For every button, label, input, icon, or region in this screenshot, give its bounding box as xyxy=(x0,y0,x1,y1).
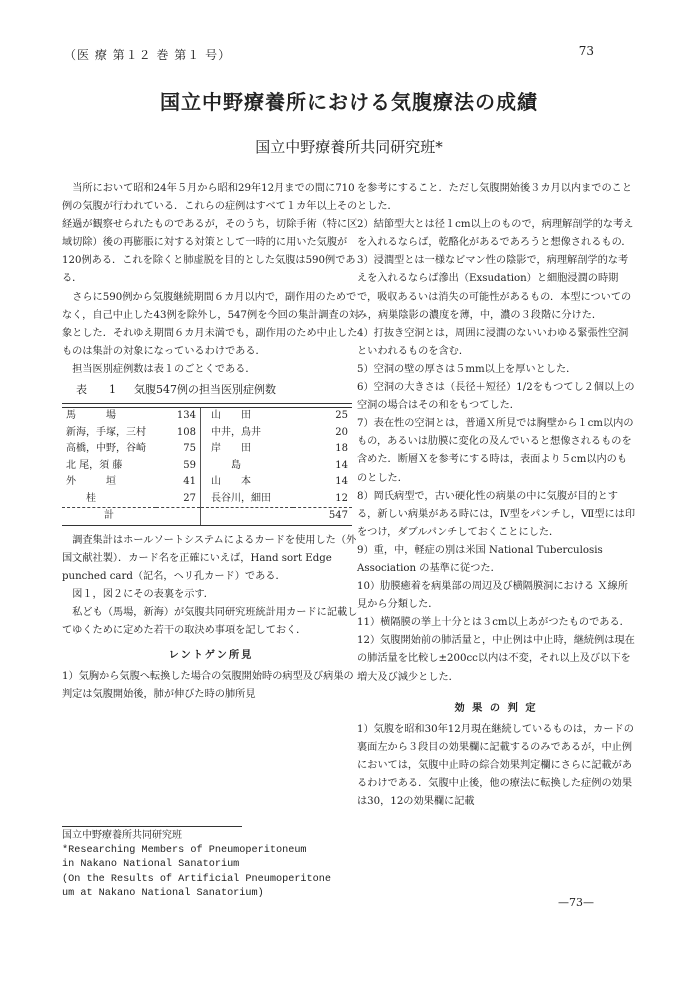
table-cell: 108 xyxy=(156,425,201,442)
table-cell: 18 xyxy=(335,443,348,455)
list-item: 11）横隔膜の挙上十分とは３cm以上あがつたものである． xyxy=(357,617,630,629)
table-cell: 岸 田 xyxy=(211,443,251,455)
table-cell: 134 xyxy=(156,408,201,425)
table-cell: 島 xyxy=(211,459,241,471)
table-cell: 外 垣 xyxy=(66,476,116,488)
list-item: 3）浸潤型とは一様なビマン性の陰影で，病理解剖学的な考えを入れるならば滲出（Exsudation）と細胞浸潤の時期で，吸収あるいは消失の可能性があるもの．本型についてのみ，病巣陰影の濃度を薄，中，濃の３段階に分けた． xyxy=(357,255,632,321)
table-caption-text: 気腹547例の担当医別症例数 xyxy=(134,383,276,397)
table-cell: 高橋，中野，谷崎 xyxy=(66,443,146,455)
table-row xyxy=(62,474,352,491)
table-total-value: 547 xyxy=(293,508,352,526)
footnote-jp: 国立中野療養所共同研究班 xyxy=(62,830,182,841)
table-cell: 馬 場 xyxy=(66,410,116,422)
footnote-en-line: um at Nakano National Sanatorium) xyxy=(62,888,264,900)
list-item: 12）気腹開始前の肺活量と，中止例は中止時，継続例は現在の肺活量を比較し±200cc以内は不変，それ以上及び以下を増大及び減少とした． xyxy=(357,635,635,683)
body-paragraph: 1）気胸から気腹へ転換した場合の気腹開始時の病型及び病巣の判定は気腹開始後，肺が伸びた時の肺所見 xyxy=(62,671,354,701)
table-cell: 山 田 xyxy=(211,410,251,422)
table-caption xyxy=(76,381,360,399)
table-cell: 12 xyxy=(335,492,348,504)
table-cell: 中井，鳥井 xyxy=(211,426,261,438)
footnote-en-line: in Nakano National Sanatorium xyxy=(62,859,240,871)
right-column xyxy=(357,180,635,811)
table-cell: 25 xyxy=(335,410,348,422)
table-cell: 山 本 xyxy=(211,476,251,488)
table-total-label: 計 xyxy=(62,508,156,526)
table-cell: 59 xyxy=(156,458,201,475)
page-number: 73 xyxy=(578,44,594,58)
list-item: 8）岡氏病型で，古い硬化性の病巣の中に気腹が目的とする，新しい病巣がある時には，Ⅳ型をパンチし，Ⅶ型には印をつけ，ダブルパンチしておくことにした． xyxy=(357,490,636,538)
list-item: 10）肋膜癒着を病巣部の周辺及び横隔膜洞における Ｘ線所見から分類した． xyxy=(357,581,628,611)
left-column xyxy=(62,180,360,704)
section-heading: 効 果 の 判 定 xyxy=(454,701,538,714)
table-total-row xyxy=(62,508,352,526)
table-cell: 41 xyxy=(156,474,201,491)
footnote xyxy=(62,826,362,902)
table-row xyxy=(62,441,352,458)
body-paragraph: 私ども（馬場，新海）が気腹共同研究班統計用カードに記載してゆくために定めた若干の取決め事項を記しておく． xyxy=(62,607,358,637)
table-cell: 長谷川，細田 xyxy=(211,492,271,504)
body-paragraph: 担当医別症例数は表１のごとくである． xyxy=(72,363,256,375)
body-paragraph: さらに590例から気腹継続期間６カ月以内で，副作用のためでなく，自己中止した43例を除外し，547例を今回の集計調査の対象とした．それゆえ期間６カ月未満でも，副作用のため中止したものは集計の対象になっているわけである． xyxy=(62,291,360,357)
table-cell: 14 xyxy=(335,459,348,471)
table-label: 表 1 xyxy=(76,383,116,397)
footnote-en-line: *Researching Members of Pneumoperitoneum xyxy=(62,844,307,856)
table-cell: 北 尾，須 藤 xyxy=(66,459,123,471)
table-cell: 桂 xyxy=(66,492,96,504)
table-cell: 新海，手塚，三村 xyxy=(66,426,146,438)
list-item: 9）重，中，軽症の別は米国 National Tuberculosis Association の基準に従つた． xyxy=(357,544,603,574)
table-cell: 20 xyxy=(335,426,348,438)
list-item: 7）表在性の空洞とは，普通Ｘ所見では胸壁から１cm以内のもの，あるいは肋膜に変化の及んでいると想像されるものを含めた．断層Ｘを参考にする時は，表面より５cm以内のものとした． xyxy=(357,418,634,484)
section-heading: レントゲン所見 xyxy=(168,649,254,662)
table-cell: 14 xyxy=(335,476,348,488)
author-line: 国立中野療養所共同研究班* xyxy=(255,138,443,156)
list-item: 4）打抜き空洞とは，周囲に浸潤のないいわゆる緊張性空洞といわれるものを含む． xyxy=(357,327,629,357)
table-row xyxy=(62,408,352,425)
footnote-en-line: (On the Results of Artificial Pneumoperitone xyxy=(62,873,331,885)
list-item: を参考にすること．ただし気腹開始後３カ月以内までのこととした． xyxy=(357,183,633,213)
doctor-case-table xyxy=(62,403,352,526)
footer-page-number: —73— xyxy=(558,896,594,909)
list-item: 2）結節型大とは径１cm以上のもので，病理解剖学的な考えを入れるならば，乾酪化があるであろうと想像されるもの． xyxy=(357,219,634,249)
list-item: 5）空洞の壁の厚さは５mm以上を厚いとした． xyxy=(357,363,577,375)
body-paragraph: 当所において昭和24年５月から昭和29年12月までの間に710例の気腹が行われている．これらの症例はすべて１カ年以上その経過が観察せられたものであるが，そのうち，切除手術（特に区域切除）後の再膨脹に対する対策として一時的に用いた気腹が120例ある．これを除くと肺虚脱を目的とした気腹は590例である． xyxy=(62,183,358,285)
table-row xyxy=(62,425,352,442)
table-row xyxy=(62,491,352,508)
footnote-rule xyxy=(62,826,242,827)
table-cell: 75 xyxy=(156,441,201,458)
paper-title: 国立中野療養所における気腹療法の成績 xyxy=(160,90,538,114)
table-cell: 27 xyxy=(156,491,201,508)
body-paragraph: 調査集計はホールソートシステムによるカードを使用した（外国文献社製）．カード名を正確にいえば，Hand sort Edge punched card（記名，ヘリ孔カード）である． xyxy=(62,534,357,582)
list-item: 6）空洞の大きさは（長径＋短径）1/2をもつてし２個以上の空洞の場合はその和をもつてした． xyxy=(357,382,635,412)
table-row xyxy=(62,458,352,475)
body-paragraph: 図１，図２にその表裏を示す． xyxy=(72,588,214,600)
journal-header: （医 療 第１２ 巻 第１ 号） xyxy=(64,48,232,62)
body-paragraph: 1）気腹を昭和30年12月現在継続しているものは，カードの裏面左から３段目の効果欄に記載するのみであるが，中止例においては，気腹中止時の綜合効果判定欄にさらに記載があるわけである．気腹中止後，他の療法に転換した症例の効果は30，12の効果欄に記載 xyxy=(357,723,634,808)
